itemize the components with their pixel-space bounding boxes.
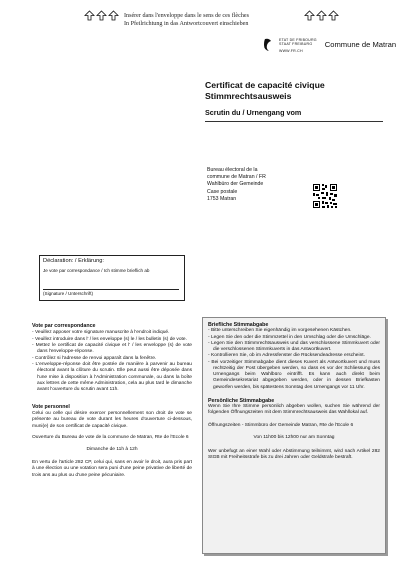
insert-instructions	[124, 12, 296, 28]
french-instructions	[32, 323, 192, 479]
divider	[205, 121, 383, 122]
logo-line: ETAT DE FRIBOURG	[279, 38, 317, 42]
arrow-up-icon	[328, 10, 339, 21]
list-item: - Legen Sie den oder die Stimmzettel in den Umschlag oder die Umschläge.	[208, 334, 371, 340]
fribourg-logo	[263, 38, 396, 53]
list-item: - Kontrollieren Sie, ob im Adressfenster die Rücksendeadresse erscheint.	[208, 353, 365, 359]
paragraph: Wenn Sie Ihre Stimme persönlich abgeben wollen, suchen Sie während der folgenden Öffnungszeiten mit dem Stimmrechtsausweis das Wahllokal auf.	[208, 404, 380, 416]
return-address	[207, 167, 307, 203]
insert-arrows-left	[84, 10, 119, 21]
instruction-list	[208, 328, 380, 391]
scrutin-label: Scrutin du / Urnengang vom	[205, 108, 302, 117]
list-item: - Bitte unterschreiben Sie eigenhändig im vorgesehenen Kästchen.	[208, 328, 352, 334]
polling-office: Ouverture du Bureau de vote de la commune de Matran, Rte de l'Ecole 6	[32, 435, 189, 441]
opening-hours: Von 11h00 bis 12h00 nur am Sonntag	[253, 434, 335, 440]
arrow-up-icon	[316, 10, 327, 21]
arrow-up-icon	[96, 10, 107, 21]
section-heading: Vote personnel	[32, 403, 70, 410]
list-item: - Veuillez apposer votre signature manuscrite à l'endroit indiqué.	[32, 330, 170, 336]
logo-line: WWW.FR.CH	[279, 48, 303, 53]
logo-text	[279, 38, 317, 53]
arrow-up-icon	[108, 10, 119, 21]
declaration-box	[39, 255, 185, 301]
address-line: 1753 Matran	[207, 195, 237, 202]
instruction-list	[32, 330, 192, 393]
legal-notice: Wer unbefugt an einer Wahl oder Abstimmung teilnimmt, wird nach Artikel 282 StGB mit Freiheitsstrafe bis zu drei Jahren oder Geldstrafe bestraft.	[208, 449, 380, 461]
address-line: Case postale	[207, 188, 238, 195]
address-line: Wahlbüro der Gemeinde	[207, 181, 264, 188]
declaration-title: Déclaration: / Erklärung:	[43, 258, 105, 264]
commune-name: Commune de Matran	[324, 40, 397, 49]
list-item: - L'enveloppe-réponse doit être postée de manière à parvenir au bureau électoral avant la clôture du scrutin. Elle peut aussi être déposée dans l'une mise à disposition à l'Administration communale, ou dans la boîte aux lettres de cette même Administration, cela au plus tard le dimanche avant l'ouverture du scrutin avant 11h.	[32, 362, 192, 393]
list-item: - Veuillez introduire dans l' / les enveloppe (s) le / les bulletin (s) de vote.	[32, 336, 187, 342]
opening-hours: Dimanche de 11h à 12h	[86, 446, 138, 452]
german-instructions	[208, 322, 380, 462]
insert-instruction-de: In Pfeilrichtung in das Antwortcouvert einschieben	[124, 21, 249, 27]
section-heading: Briefliche Stimmabgabe	[208, 322, 269, 328]
list-item: - Mettez le certificat de capacité civique et l' / les enveloppe (s) de vote dans l'enveloppe-réponse.	[32, 343, 192, 355]
signature-line[interactable]	[43, 289, 179, 290]
section-heading: Vote par correspondance	[32, 323, 96, 329]
signature-label: (Signature / Unterschrift)	[43, 291, 94, 296]
document-title	[205, 80, 385, 101]
title-de: Stimmrechtsausweis	[205, 90, 292, 101]
declaration-text: Je vote par correspondance / Ich stimme brieflich ab	[43, 268, 150, 273]
list-item: - Bei vorzeitiger Stimmabgabe dient dieses Kuvert als Antwortkuvert und muss rechtzeitig der Post übergeben werden, so dass es vor der Schliessung des Urnengangs beim Wahlbüro eintrifft. Es kann auch direkt beim Gemeindesekretariat abgegeben werden, oder in dessen Briefkasten geworfen werden, bis spätestens Sonntag des Urnengangs vor 11 Uhr.	[208, 359, 380, 390]
arrow-up-icon	[84, 10, 95, 21]
section-heading: Persönliche Stimmabgabe	[208, 397, 275, 404]
qr-code-icon	[312, 183, 338, 209]
list-item: - Legen Sie den Stimmrechtsausweis und das verschlossene Stimmkuvert oder die verschlossenen Stimmkuverts in das Antwortkuvert.	[208, 340, 380, 352]
title-fr: Certificat de capacité civique	[205, 80, 325, 90]
arrow-up-icon	[304, 10, 315, 21]
german-instructions-box	[202, 317, 386, 554]
logo-line: STAAT FREIBURG	[279, 42, 313, 47]
address-line: Bureau électoral de la	[207, 167, 258, 173]
paragraph: Celui ou celle qui désire exercer personnellement son droit de vote se présente au bureau de vote durant les heures d'ouverture ci-dessous, muni(e) de son certificat de capacité civique.	[32, 411, 192, 429]
insert-instruction-fr: Insérer dans l'enveloppe dans le sens de ces flèches	[124, 13, 249, 19]
insert-arrows-right	[304, 10, 339, 21]
address-line: commune de Matran / FR	[207, 174, 266, 181]
legal-notice: En vertu de l'article 282 CP, celui qui, sans en avoir le droit, aura pris part à une élection ou une votation sera puni d'une peine privative de liberté de trois ans au plus ou d'une peine pécuniaire.	[32, 459, 192, 478]
polling-office: Öffnungszeiten - Stimmbüro der Gemeinde Matran, Rte de l'Ecole 6	[208, 422, 354, 428]
list-item: - Contrôlez si l'adresse de renvoi apparaît dans la fenêtre.	[32, 355, 157, 361]
coat-of-arms-icon	[263, 38, 273, 52]
